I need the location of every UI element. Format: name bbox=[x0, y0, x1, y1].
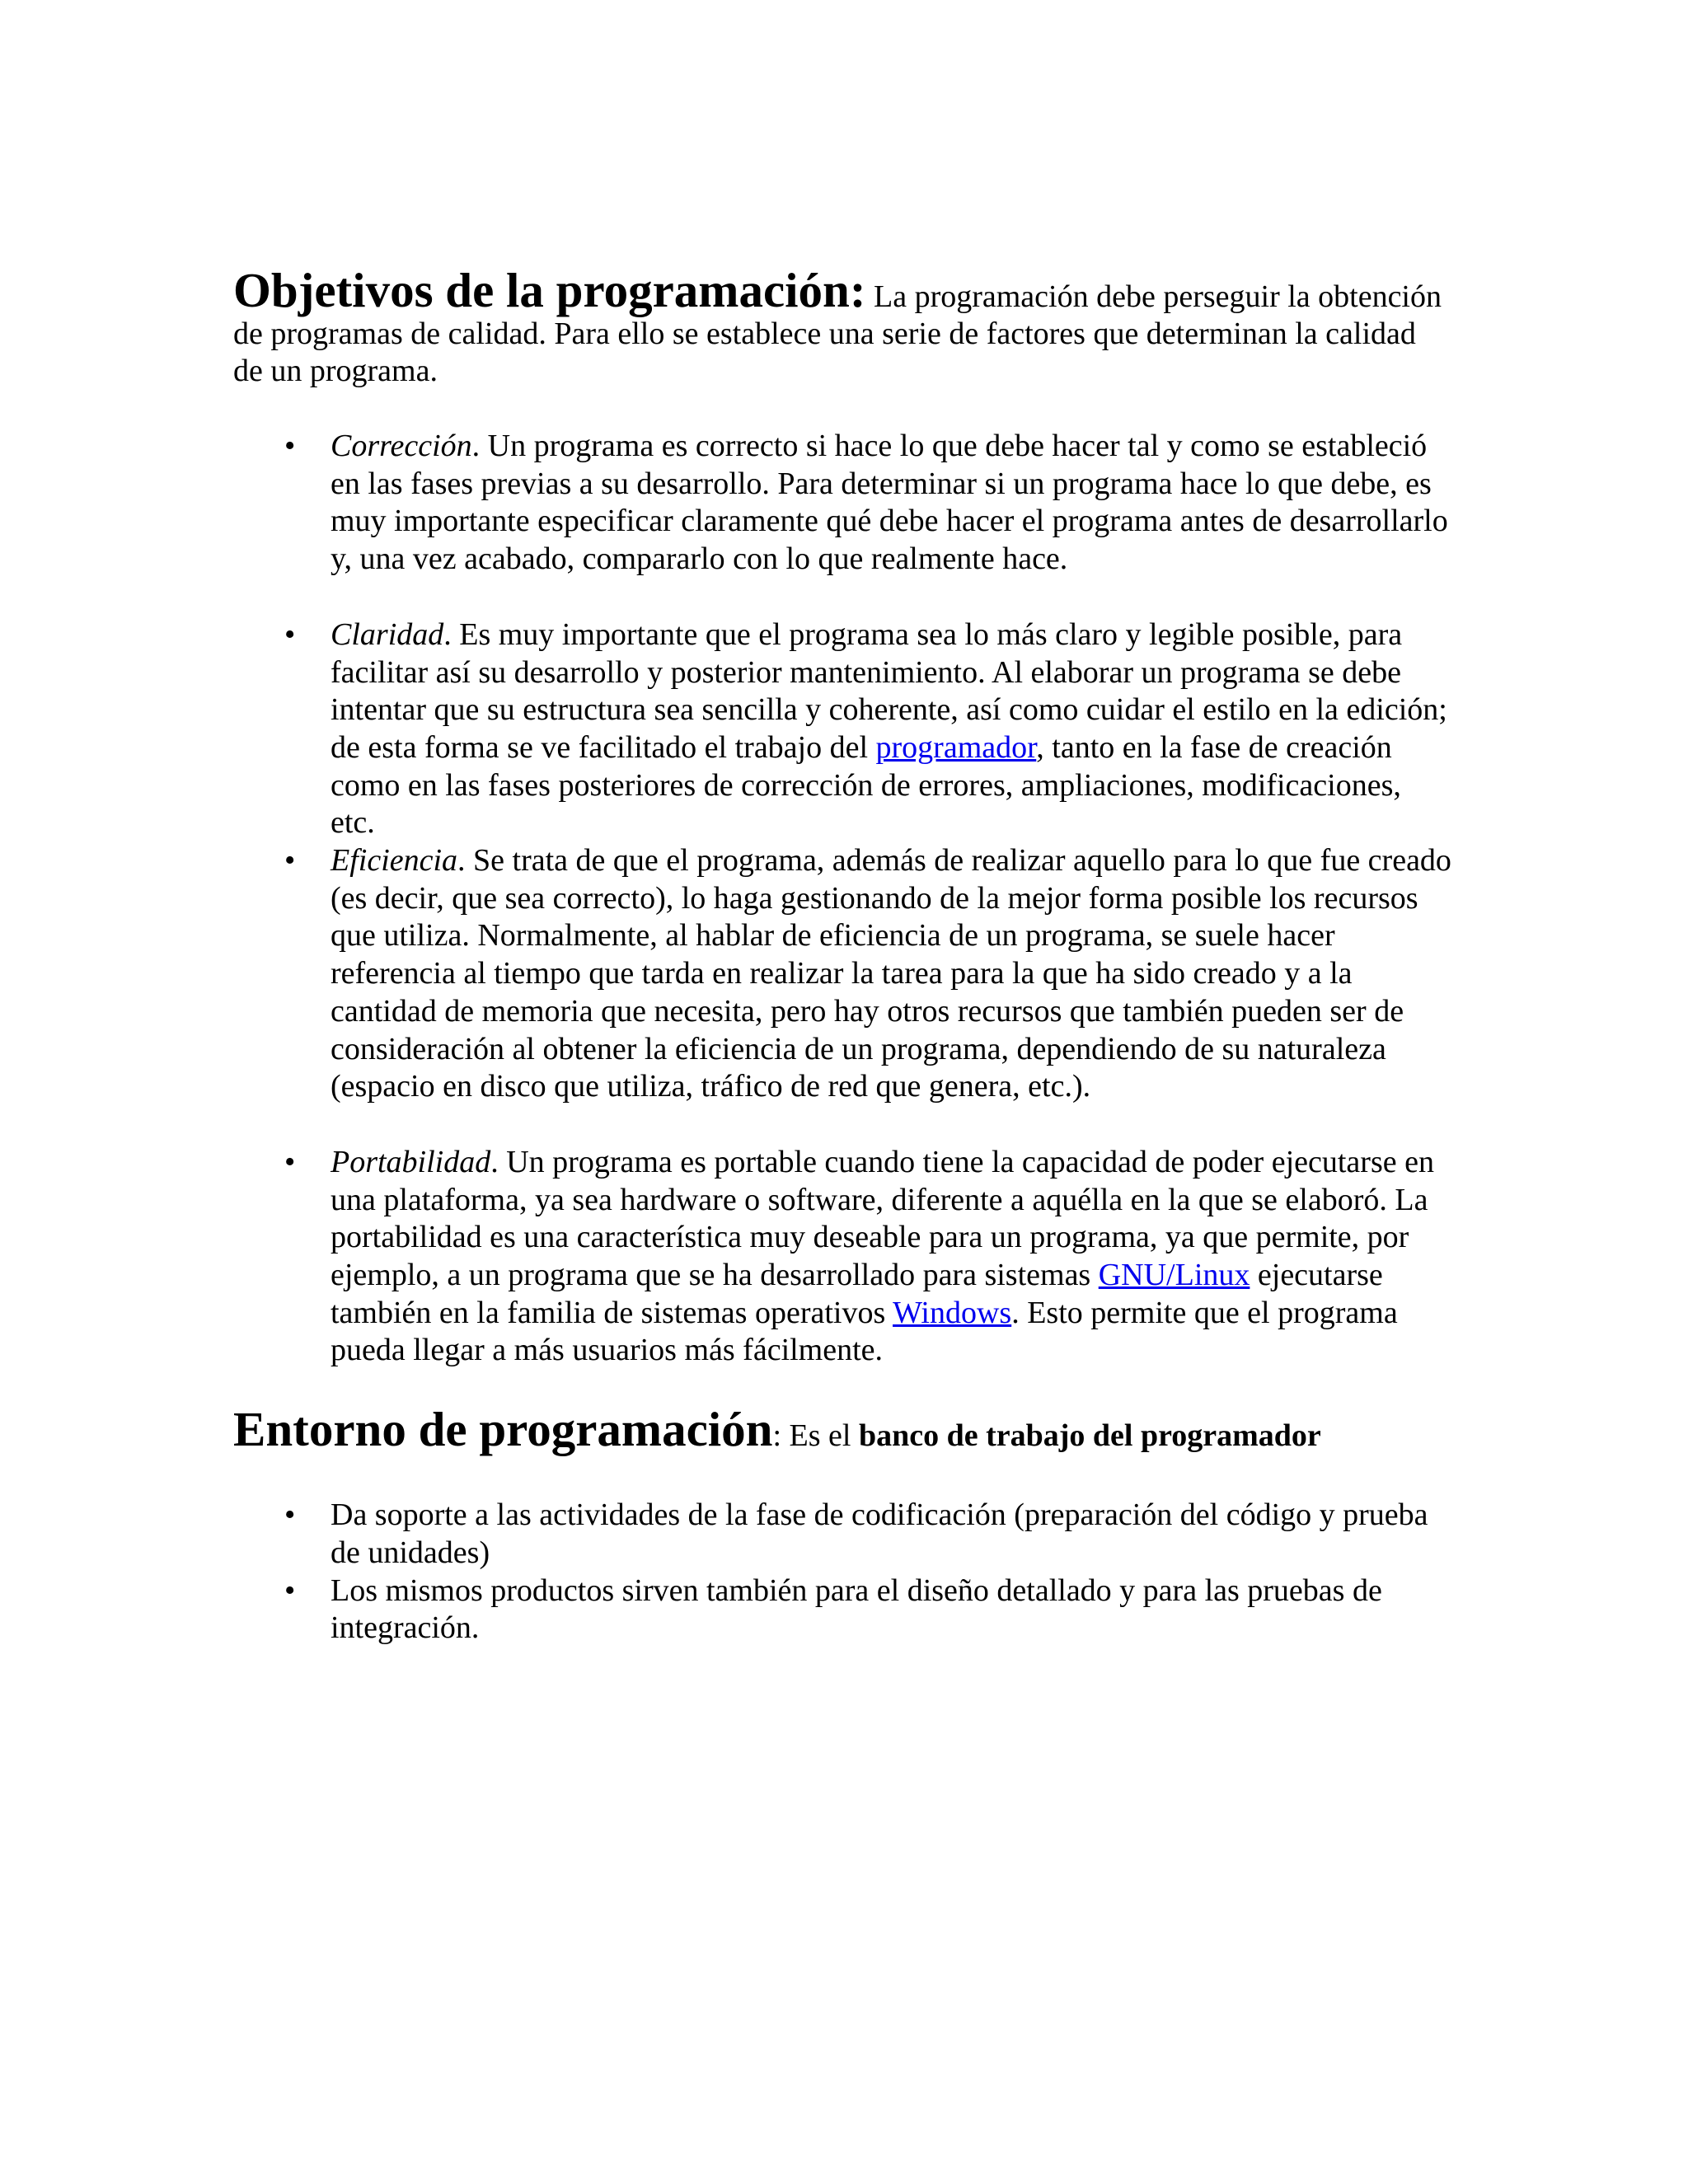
entorno-list bbox=[233, 1497, 1453, 1647]
term-portabilidad: Portabilidad bbox=[331, 1144, 491, 1179]
entorno-paragraph bbox=[233, 1404, 1453, 1460]
list-item-eficiencia bbox=[233, 842, 1453, 1106]
bullet-icon: • bbox=[284, 616, 296, 652]
link-windows[interactable]: Windows bbox=[893, 1295, 1012, 1330]
text-entorno-2: Los mismos productos sirven también para el diseño detallado y para las pruebas de integración. bbox=[331, 1572, 1382, 1646]
text-portabilidad-after: . Esto permite que el programa pueda llegar a más usuarios más fácilmente. bbox=[331, 1295, 1398, 1368]
link-gnu-linux[interactable]: GNU/Linux bbox=[1098, 1258, 1250, 1293]
list-item-portabilidad bbox=[233, 1144, 1453, 1370]
bullet-icon: • bbox=[284, 1144, 296, 1179]
text-eficiencia: . Se trata de que el programa, además de realizar aquello para lo que fue creado (es decir, que sea correcto), lo haga gestionando de la mejor forma posible los recursos que utiliza. Normalmente, al hablar de eficiencia de un programa, se suele hacer referencia al tiempo que tarda en realizar la tarea para la que ha sido creado y a la cantidad de memoria que necesita, pero hay otros recursos que también pueden ser de consideración al obtener la eficiencia de un programa, dependiendo de su naturaleza (espacio en disco que utiliza, tráfico de red que genera, etc.). bbox=[331, 843, 1451, 1104]
bullet-icon: • bbox=[284, 1497, 296, 1533]
text-portabilidad-middle: ejecutarse también en la familia de sistemas operativos bbox=[331, 1258, 1383, 1330]
bullet-icon: • bbox=[284, 843, 296, 879]
text-entorno-1: Da soporte a las actividades de la fase de codificación (preparación del código y prueba de unidades) bbox=[331, 1497, 1428, 1570]
objetivos-list bbox=[233, 428, 1453, 1370]
entorno-bold-text: banco de trabajo del programador bbox=[858, 1418, 1321, 1454]
list-item-claridad bbox=[233, 616, 1453, 842]
bullet-icon: • bbox=[284, 429, 296, 463]
entorno-separator: : Es el bbox=[772, 1418, 859, 1454]
list-item-correccion bbox=[233, 428, 1453, 579]
objetivos-paragraph bbox=[233, 263, 1453, 390]
objetivos-intro: La programación debe perseguir la obtención de programas de calidad. Para ello se establece una serie de factores que determinan la calidad de un programa. bbox=[233, 279, 1442, 388]
term-correccion: Corrección bbox=[331, 429, 472, 463]
link-programador[interactable]: programador bbox=[875, 729, 1037, 765]
text-claridad-after: , tanto en la fase de creación como en las fases posteriores de corrección de errores, ampliaciones, modificaciones, etc. bbox=[331, 729, 1401, 841]
bullet-icon: • bbox=[284, 1572, 296, 1608]
text-correccion: . Un programa es correcto si hace lo que debe hacer tal y como se estableció en las fases previas a su desarrollo. Para determinar si un programa hace lo que debe, es muy importante especificar claramente qué debe hacer el programa antes de desarrollarlo y, una vez acabado, compararlo con lo que realmente hace. bbox=[331, 429, 1448, 577]
text-claridad-before: . Es muy importante que el programa sea lo más claro y legible posible, para facilitar así su desarrollo y posterior mantenimiento. Al elaborar un programa se debe intentar que su estructura sea sencilla y coherente, así como cuidar el estilo en la edición; de esta forma se ve facilitado el trabajo del bbox=[331, 616, 1447, 765]
entorno-heading: Entorno de programación bbox=[233, 1402, 773, 1457]
document-page bbox=[233, 263, 1453, 1647]
term-eficiencia: Eficiencia bbox=[331, 843, 458, 879]
list-item-entorno-1 bbox=[233, 1497, 1453, 1572]
objetivos-heading: Objetivos de la programación: bbox=[233, 263, 866, 317]
term-claridad: Claridad bbox=[331, 616, 444, 652]
list-item-entorno-2 bbox=[233, 1572, 1453, 1647]
text-portabilidad-before: . Un programa es portable cuando tiene la capacidad de poder ejecutarse en una plataforma, ya sea hardware o software, diferente a aquélla en la que se elaboró. La portabilidad es una característica muy deseable para un programa, ya que permite, por ejemplo, a un programa que se ha desarrollado para sistemas bbox=[331, 1144, 1434, 1293]
